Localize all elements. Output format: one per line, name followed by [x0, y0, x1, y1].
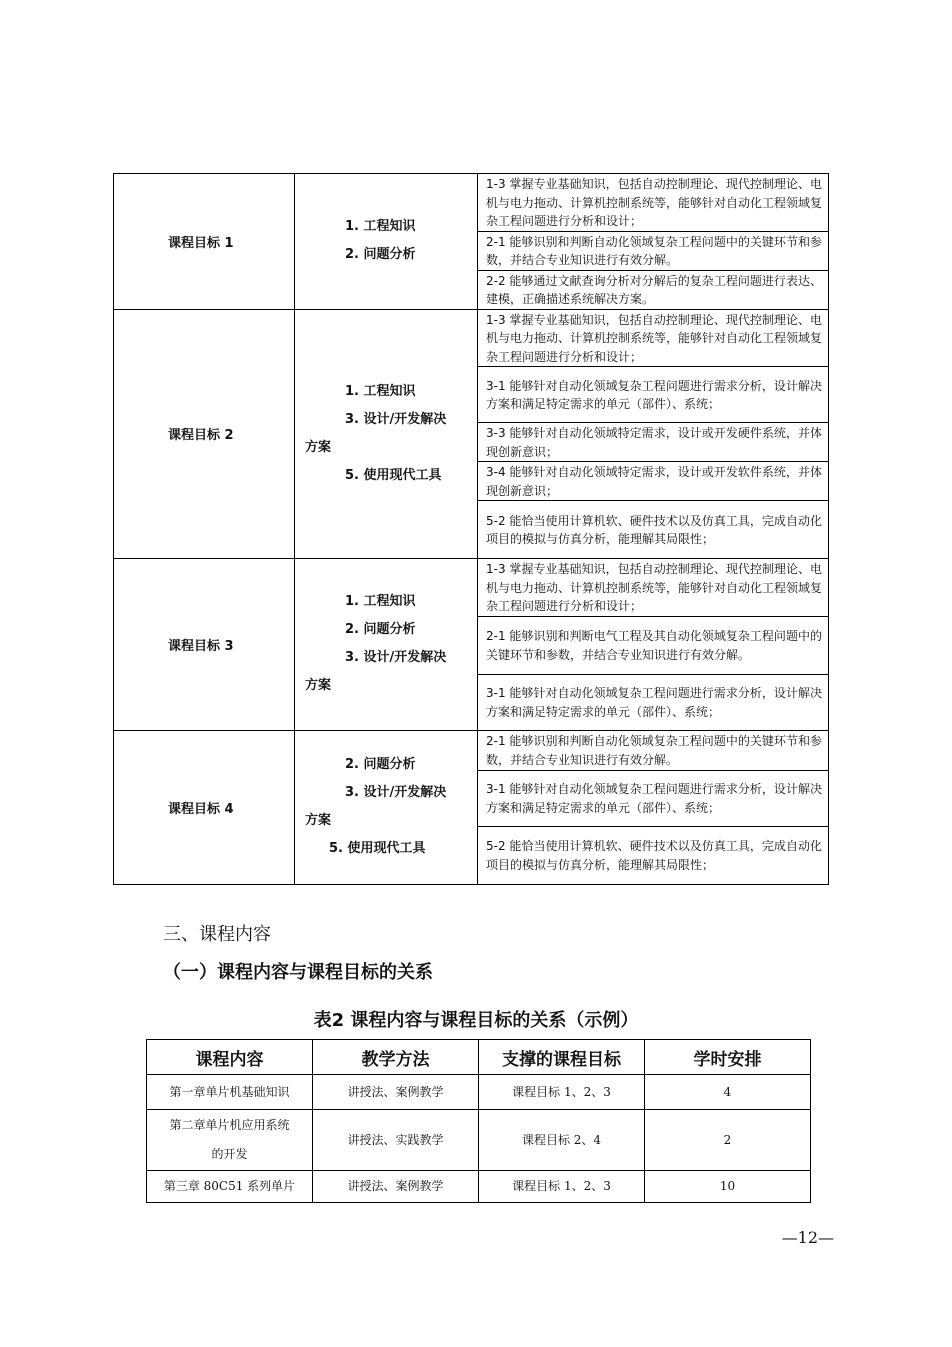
- indicator-item: 方案: [305, 813, 332, 828]
- requirement-cell: 3-1 能够针对自动化领域复杂工程问题进行需求分析，设计解决方案和满足特定需求的单元（部件）、系统；: [478, 770, 829, 826]
- subsection-title: （一）课程内容与课程目标的关系: [163, 962, 433, 983]
- table-cell: 2: [645, 1110, 811, 1171]
- requirement-cell: 5-2 能恰当使用计算机软、硬件技术以及仿真工具，完成自动化项目的模拟与仿真分析，能理解其局限性；: [478, 826, 829, 884]
- goal-cell: 课程目标 4: [114, 730, 295, 884]
- requirement-cell: 2-1 能够识别和判断自动化领域复杂工程问题中的关键环节和参数，并结合专业知识进行有效分解。: [478, 730, 829, 770]
- indicator-cell: [295, 730, 478, 884]
- indicator-item: 2. 问题分析: [345, 622, 416, 638]
- indicator-item: 3. 设计/开发解决: [345, 411, 447, 427]
- requirement-cell: 3-3 能够针对自动化领域特定需求，设计或开发硬件系统，并体现创新意识；: [478, 423, 829, 462]
- requirement-cell: 2-1 能够识别和判断电气工程及其自动化领域复杂工程问题中的关键环节和参数，并结合专业知识进行有效分解。: [478, 616, 829, 674]
- table-cell: 课程目标 1、2、3: [479, 1171, 645, 1203]
- table-cell: 10: [645, 1171, 811, 1203]
- requirement-cell: 2-2 能够通过文献查询分析对分解后的复杂工程问题进行表达、建模，正确描述系统解决方案。: [478, 270, 829, 309]
- table-cell: 4: [645, 1075, 811, 1110]
- table-header: 支撑的课程目标: [479, 1040, 645, 1075]
- course-goal-table: [113, 173, 829, 885]
- indicator-item: 1. 工程知识: [345, 383, 416, 399]
- requirement-cell: 3-4 能够针对自动化领域特定需求，设计或开发软件系统，并体现创新意识；: [478, 462, 829, 501]
- requirement-cell: 3-1 能够针对自动化领域复杂工程问题进行需求分析，设计解决方案和满足特定需求的单元（部件）、系统；: [478, 674, 829, 730]
- table-cell: 讲授法、案例教学: [313, 1075, 479, 1110]
- page-number: —12—: [781, 1228, 834, 1247]
- goal-cell: 课程目标 3: [114, 559, 295, 731]
- goal-cell: 课程目标 2: [114, 309, 295, 559]
- indicator-item: 方案: [305, 678, 332, 694]
- requirement-cell: 1-3 掌握专业基础知识，包括自动控制理论、现代控制理论、电机与电力拖动、计算机控制系统等，能够针对自动化工程领域复杂工程问题进行分析和设计；: [478, 174, 829, 232]
- indicator-item: 5. 使用现代工具: [329, 841, 426, 856]
- table-caption: 表2 课程内容与课程目标的关系（示例）: [313, 1010, 639, 1031]
- section-title: 三、课程内容: [163, 924, 271, 945]
- table-cell: 讲授法、实践教学: [313, 1110, 479, 1171]
- table-cell: 讲授法、案例教学: [313, 1171, 479, 1203]
- content-goal-table: [146, 1039, 811, 1203]
- requirement-cell: 1-3 掌握专业基础知识，包括自动控制理论、现代控制理论、电机与电力拖动、计算机控制系统等，能够针对自动化工程领域复杂工程问题进行分析和设计；: [478, 309, 829, 367]
- requirement-cell: 3-1 能够针对自动化领域复杂工程问题进行需求分析，设计解决方案和满足特定需求的单元（部件）、系统；: [478, 367, 829, 423]
- table-cell: 课程目标 2、4: [479, 1110, 645, 1171]
- indicator-cell: [295, 174, 478, 310]
- indicator-item: 1. 工程知识: [345, 594, 416, 610]
- table-cell: 第二章单片机应用系统的开发: [147, 1110, 313, 1171]
- table-cell: 第三章 80C51 系列单片: [147, 1171, 313, 1203]
- indicator-item: 3. 设计/开发解决: [345, 785, 447, 800]
- table-row: [147, 1171, 811, 1203]
- indicator-item: 3. 设计/开发解决: [345, 650, 447, 666]
- table-header: 教学方法: [313, 1040, 479, 1075]
- indicator-item: 方案: [305, 439, 332, 455]
- indicator-item: 2. 问题分析: [345, 247, 416, 263]
- indicator-item: 2. 问题分析: [345, 757, 416, 772]
- goal-cell: 课程目标 1: [114, 174, 295, 310]
- requirement-cell: 5-2 能恰当使用计算机软、硬件技术以及仿真工具，完成自动化项目的模拟与仿真分析，能理解其局限性；: [478, 501, 829, 559]
- table-header: 学时安排: [645, 1040, 811, 1075]
- table-row: [147, 1075, 811, 1110]
- table-cell: 课程目标 1、2、3: [479, 1075, 645, 1110]
- indicator-item: 1. 工程知识: [345, 219, 416, 235]
- table-cell: 第一章单片机基础知识: [147, 1075, 313, 1110]
- indicator-item: 5. 使用现代工具: [345, 467, 442, 483]
- indicator-cell: [295, 559, 478, 731]
- requirement-cell: 1-3 掌握专业基础知识，包括自动控制理论、现代控制理论、电机与电力拖动、计算机控制系统等，能够针对自动化工程领域复杂工程问题进行分析和设计；: [478, 559, 829, 617]
- table-header: 课程内容: [147, 1040, 313, 1075]
- requirement-cell: 2-1 能够识别和判断自动化领域复杂工程问题中的关键环节和参数，并结合专业知识进行有效分解。: [478, 231, 829, 270]
- table-row: [147, 1110, 811, 1171]
- indicator-cell: [295, 309, 478, 559]
